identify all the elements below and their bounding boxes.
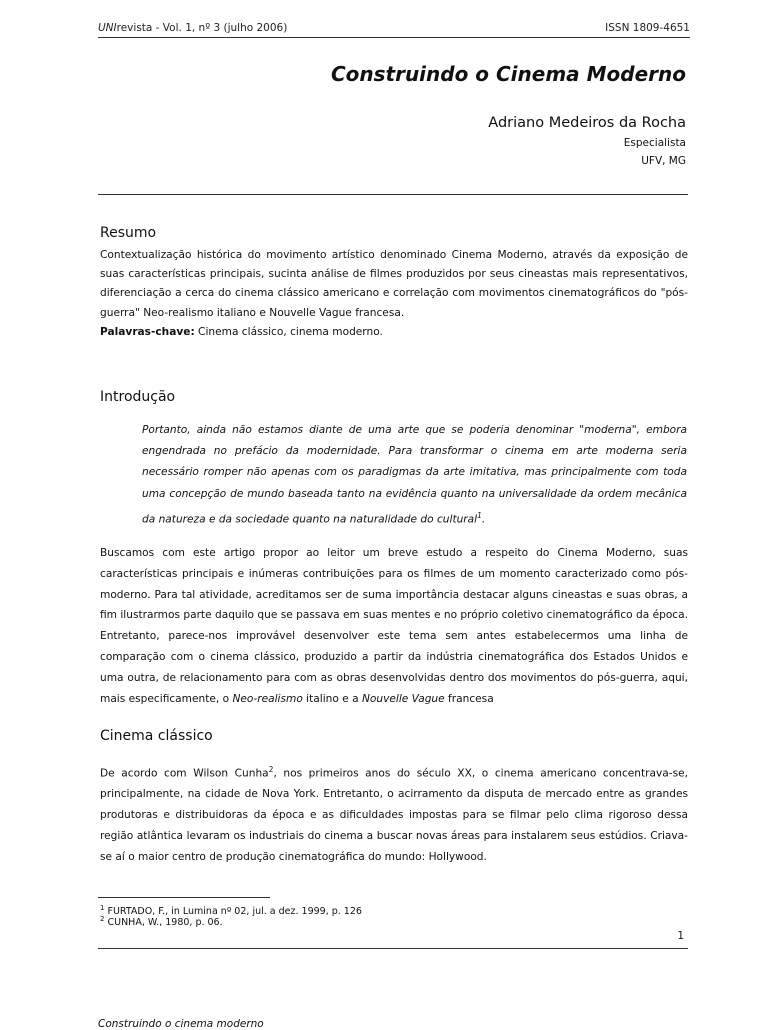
intro-p1-italic-2: Nouvelle Vague: [361, 692, 445, 705]
classic-p-start: De acordo com Wilson Cunha: [100, 767, 269, 780]
header-divider: [98, 37, 690, 38]
issn: ISSN 1809-4651: [605, 22, 690, 34]
classic-paragraph: [100, 760, 688, 868]
next-page-header: Construindo o cinema moderno: [98, 1018, 264, 1030]
journal-issue: revista - Vol. 1, nº 3 (julho 2006): [116, 22, 288, 34]
author-name: Adriano Medeiros da Rocha: [488, 115, 686, 131]
author-role: Especialista: [623, 137, 686, 149]
intro-p1-mid: italino e a: [302, 692, 362, 705]
footnote-2: [100, 914, 223, 929]
classic-p-rest: , nos primeiros anos do século XX, o cinema americano concentrava-se, principalmente, na cidade de Nova York. Entretanto, o acirramento da disputa de mercado entre as grandes produtoras e distribuidoras da época e as dificuldades impostas para se filmar pelo clima rigoroso dessa região atlântica levaram os industriais do cinema a buscar novas áreas para instalarem seus estúdios. Criava-se aí o maior centro de produção cinematográfica do mundo: Hollywood.: [100, 767, 688, 863]
intro-p1-text: Buscamos com este artigo propor ao leitor um breve estudo a respeito do Cinema Moderno, suas características principais e inúmeras contribuições para os filmes de um momento caracterizado como pós-moderno. Para tal atividade, acreditamos ser de suma importância destacar alguns cineastas e suas obras, a fim ilustrarmos parte daquilo que se passava em suas mentes e no próprio coletivo cinematográfico da época. Entretanto, parece-nos improvável desenvolver este tema sem antes estabelecermos uma linha de comparação com o cinema clássico, produzido a partir da indústria cinematográfica dos Estados Unidos e uma outra, de relacionamento para com as obras desenvolvidas dentro dos movimentos do pós-guerra, aqui, mais especificamente, o: [100, 547, 688, 705]
intro-p1-italic-1: Neo-realismo: [232, 692, 303, 705]
intro-quote: [142, 420, 687, 531]
keywords-list: Cinema clássico, cinema moderno.: [194, 326, 383, 338]
keywords-label: Palavras-chave:: [100, 326, 195, 338]
footnote-ref-2[interactable]: 2: [268, 765, 274, 774]
footnote-2-text: CUNHA, W., 1980, p. 06.: [104, 917, 223, 929]
quote-text: Portanto, ainda não estamos diante de uma arte que se poderia denominar "moderna", embora engendrada no prefácio da modernidade. Para transformar o cinema em arte moderna seria necessário romper não apenas com os paradigmas da arte imitativa, mas principalmente com toda uma concepção de mundo baseada tanto na evidência quanto na universalidade da ordem mecânica da natureza e da sociedade quanto na naturalidade do cultural: [142, 424, 687, 526]
intro-heading: Introdução: [100, 389, 176, 405]
intro-p1-end: francesa: [444, 692, 494, 705]
footnote-divider: [98, 897, 270, 898]
quote-end: .: [481, 513, 486, 526]
footnote-ref-1[interactable]: 1: [477, 510, 482, 520]
journal-header: [98, 22, 287, 34]
journal-name-italic: UNI: [98, 22, 117, 34]
title-divider: [98, 194, 688, 195]
page-number: 1: [677, 930, 684, 942]
footer-divider: [98, 948, 688, 949]
classic-heading: Cinema clássico: [100, 728, 213, 744]
abstract-heading: Resumo: [100, 225, 157, 241]
footnote-2-num: 2: [100, 915, 105, 923]
keywords: [100, 326, 383, 338]
abstract-text: Contextualização histórica do movimento artístico denominado Cinema Moderno, através da exposição de suas características principais, sucinta análise de filmes produzidos por seus cineastas mais representativos, diferenciação a cerca do cinema clássico americano e correlação com movimentos cinematográficos do "pós-guerra" Neo-realismo italiano e Nouvelle Vague francesa.: [100, 249, 688, 319]
author-institution: UFV, MG: [641, 155, 686, 167]
intro-paragraph: [100, 543, 688, 709]
footnote-1-num: 1: [100, 904, 105, 912]
footnote-1-text: FURTADO, F., in Lumina nº 02, jul. a dez. 1999, p. 126: [104, 906, 362, 918]
article-title: Construindo o Cinema Moderno: [330, 62, 686, 86]
